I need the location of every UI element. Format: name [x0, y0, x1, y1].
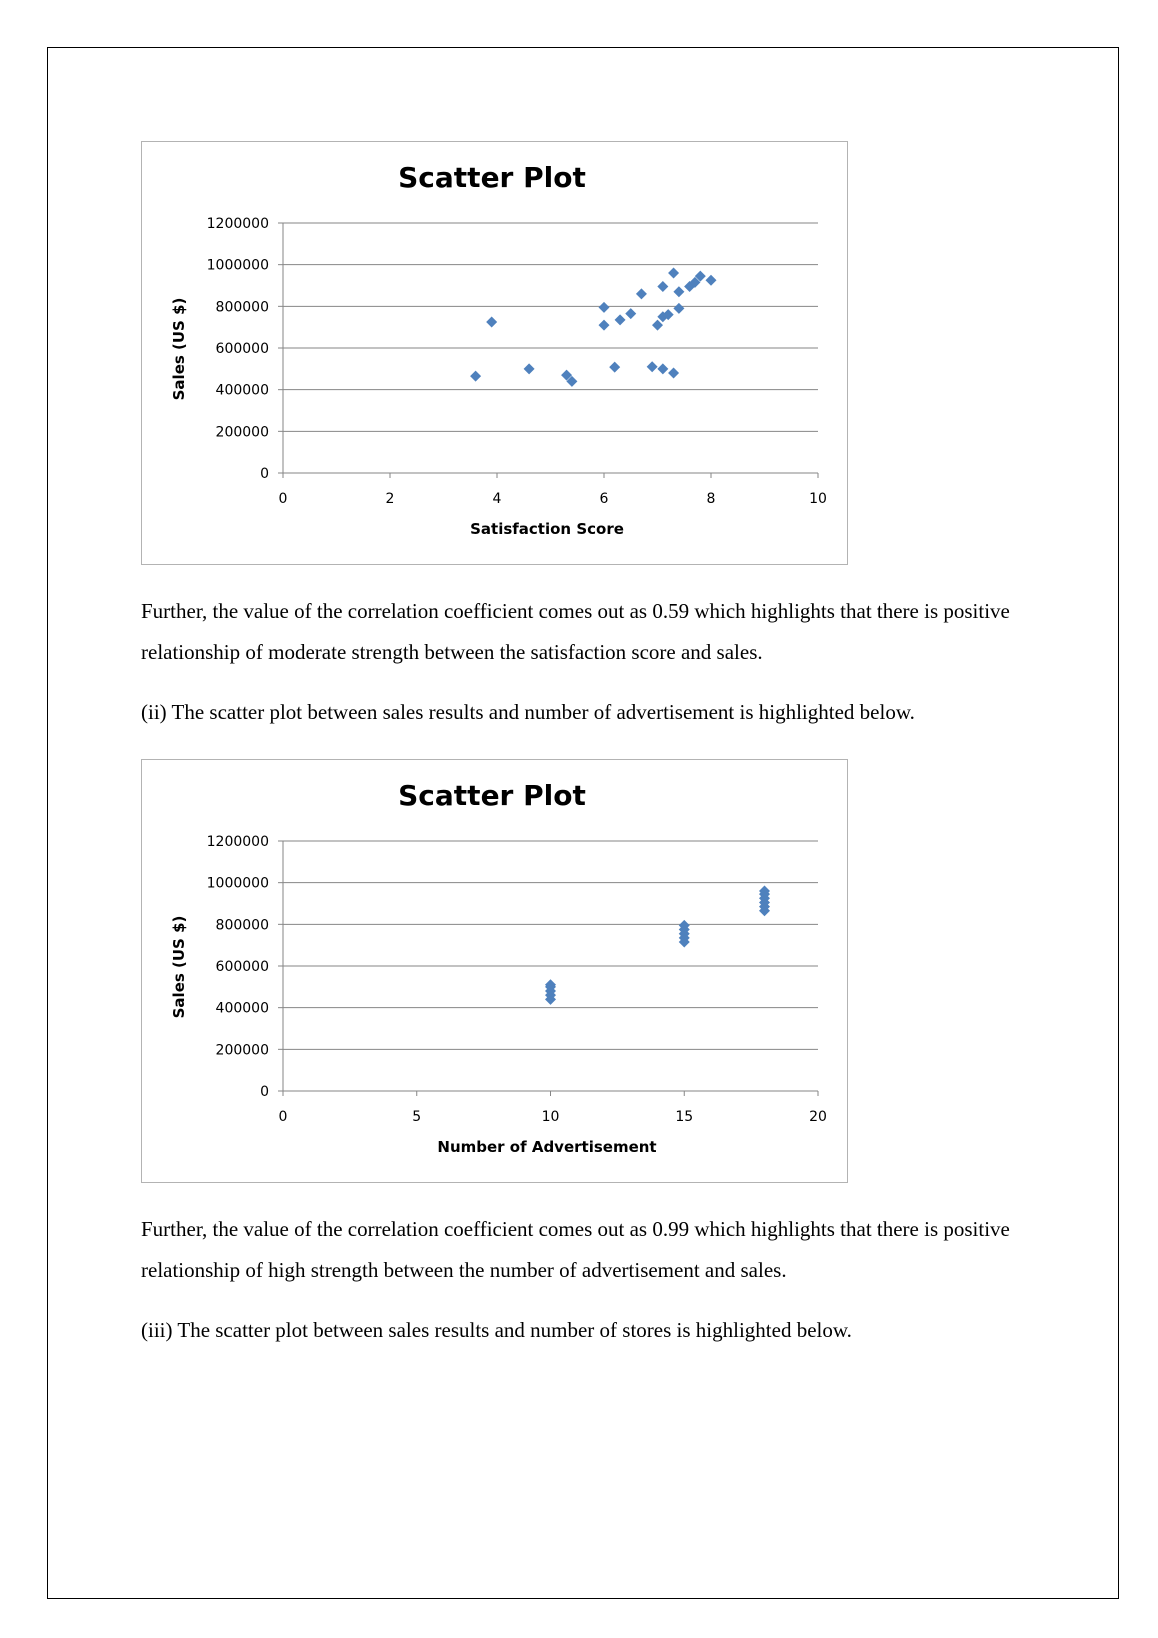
data-point: [545, 979, 556, 990]
y-tick-label: 400000: [215, 382, 269, 399]
paragraph-intro-advertisement: (ii) The scatter plot between sales results and number of advertisement is highlighted below.: [141, 700, 915, 724]
data-point: [524, 363, 535, 374]
axes: [278, 841, 818, 1096]
grid-lines: [283, 223, 818, 431]
chart-svg: [142, 760, 847, 1182]
x-tick-label: 10: [541, 1109, 560, 1125]
data-point: [599, 302, 610, 313]
y-tick-label: 1200000: [206, 834, 269, 850]
y-tick-labels: [207, 216, 269, 482]
data-point: [673, 303, 684, 314]
paragraph-correlation-advertisement: Further, the value of the correlation coefficient comes out as 0.99 which highlights that there is positive relationship of high strength between the number of advertisement and sales.: [141, 1217, 1010, 1282]
y-tick-label: 600000: [215, 341, 269, 357]
y-tick-label: 200000: [215, 424, 269, 441]
scatter-chart-satisfaction: [141, 141, 848, 565]
x-tick-labels: [279, 491, 827, 507]
paragraph-intro-stores: (iii) The scatter plot between sales results and number of stores is highlighted below.: [141, 1318, 852, 1342]
data-point: [647, 361, 658, 372]
data-point: [706, 275, 717, 286]
data-point: [657, 281, 668, 292]
data-points: [470, 268, 716, 387]
data-point: [636, 288, 647, 299]
y-tick-label: 1000000: [206, 875, 269, 892]
x-tick-label: 20: [809, 1109, 827, 1125]
x-axis-label: Number of Advertisement: [437, 1138, 657, 1156]
data-point: [652, 320, 663, 331]
x-tick-labels: [279, 1109, 827, 1125]
y-tick-label: 0: [260, 466, 269, 482]
data-point: [673, 286, 684, 297]
data-point: [657, 363, 668, 374]
data-point: [609, 362, 620, 373]
y-tick-label: 400000: [215, 1000, 269, 1017]
chart-svg: [142, 142, 847, 564]
data-point: [625, 308, 636, 319]
y-axis-label: Sales (US $): [170, 915, 188, 1019]
data-points: [545, 886, 770, 1005]
data-point: [470, 371, 481, 382]
y-tick-label: 1200000: [206, 216, 269, 232]
y-tick-labels: [207, 834, 269, 1100]
chart-title: Scatter Plot: [398, 779, 586, 812]
x-tick-label: 8: [706, 491, 716, 507]
grid-lines: [283, 841, 818, 1049]
data-point: [486, 316, 497, 327]
y-tick-label: 800000: [215, 299, 269, 316]
x-tick-label: 10: [809, 491, 827, 507]
paragraph-correlation-satisfaction: Further, the value of the correlation coefficient comes out as 0.59 which highlights that there is positive relationship of moderate strength between the satisfaction score and sales.: [141, 599, 1010, 664]
x-tick-label: 15: [675, 1109, 694, 1125]
data-point: [668, 368, 679, 379]
y-tick-label: 800000: [215, 917, 269, 934]
x-tick-label: 0: [278, 1109, 288, 1125]
x-tick-label: 4: [492, 491, 502, 507]
y-tick-label: 200000: [215, 1042, 269, 1059]
x-tick-label: 6: [599, 491, 609, 507]
y-tick-label: 1000000: [206, 257, 269, 274]
axes: [278, 223, 818, 478]
y-tick-label: 600000: [215, 959, 269, 975]
chart-title: Scatter Plot: [398, 161, 586, 194]
x-tick-label: 2: [385, 491, 395, 507]
x-axis-label: Satisfaction Score: [470, 520, 624, 538]
data-point: [599, 320, 610, 331]
scatter-chart-advertisement: [141, 759, 848, 1183]
y-tick-label: 0: [260, 1084, 269, 1100]
data-point: [668, 268, 679, 279]
y-axis-label: Sales (US $): [170, 297, 188, 401]
data-point: [615, 314, 626, 325]
x-tick-label: 0: [278, 491, 288, 507]
x-tick-label: 5: [412, 1109, 422, 1125]
